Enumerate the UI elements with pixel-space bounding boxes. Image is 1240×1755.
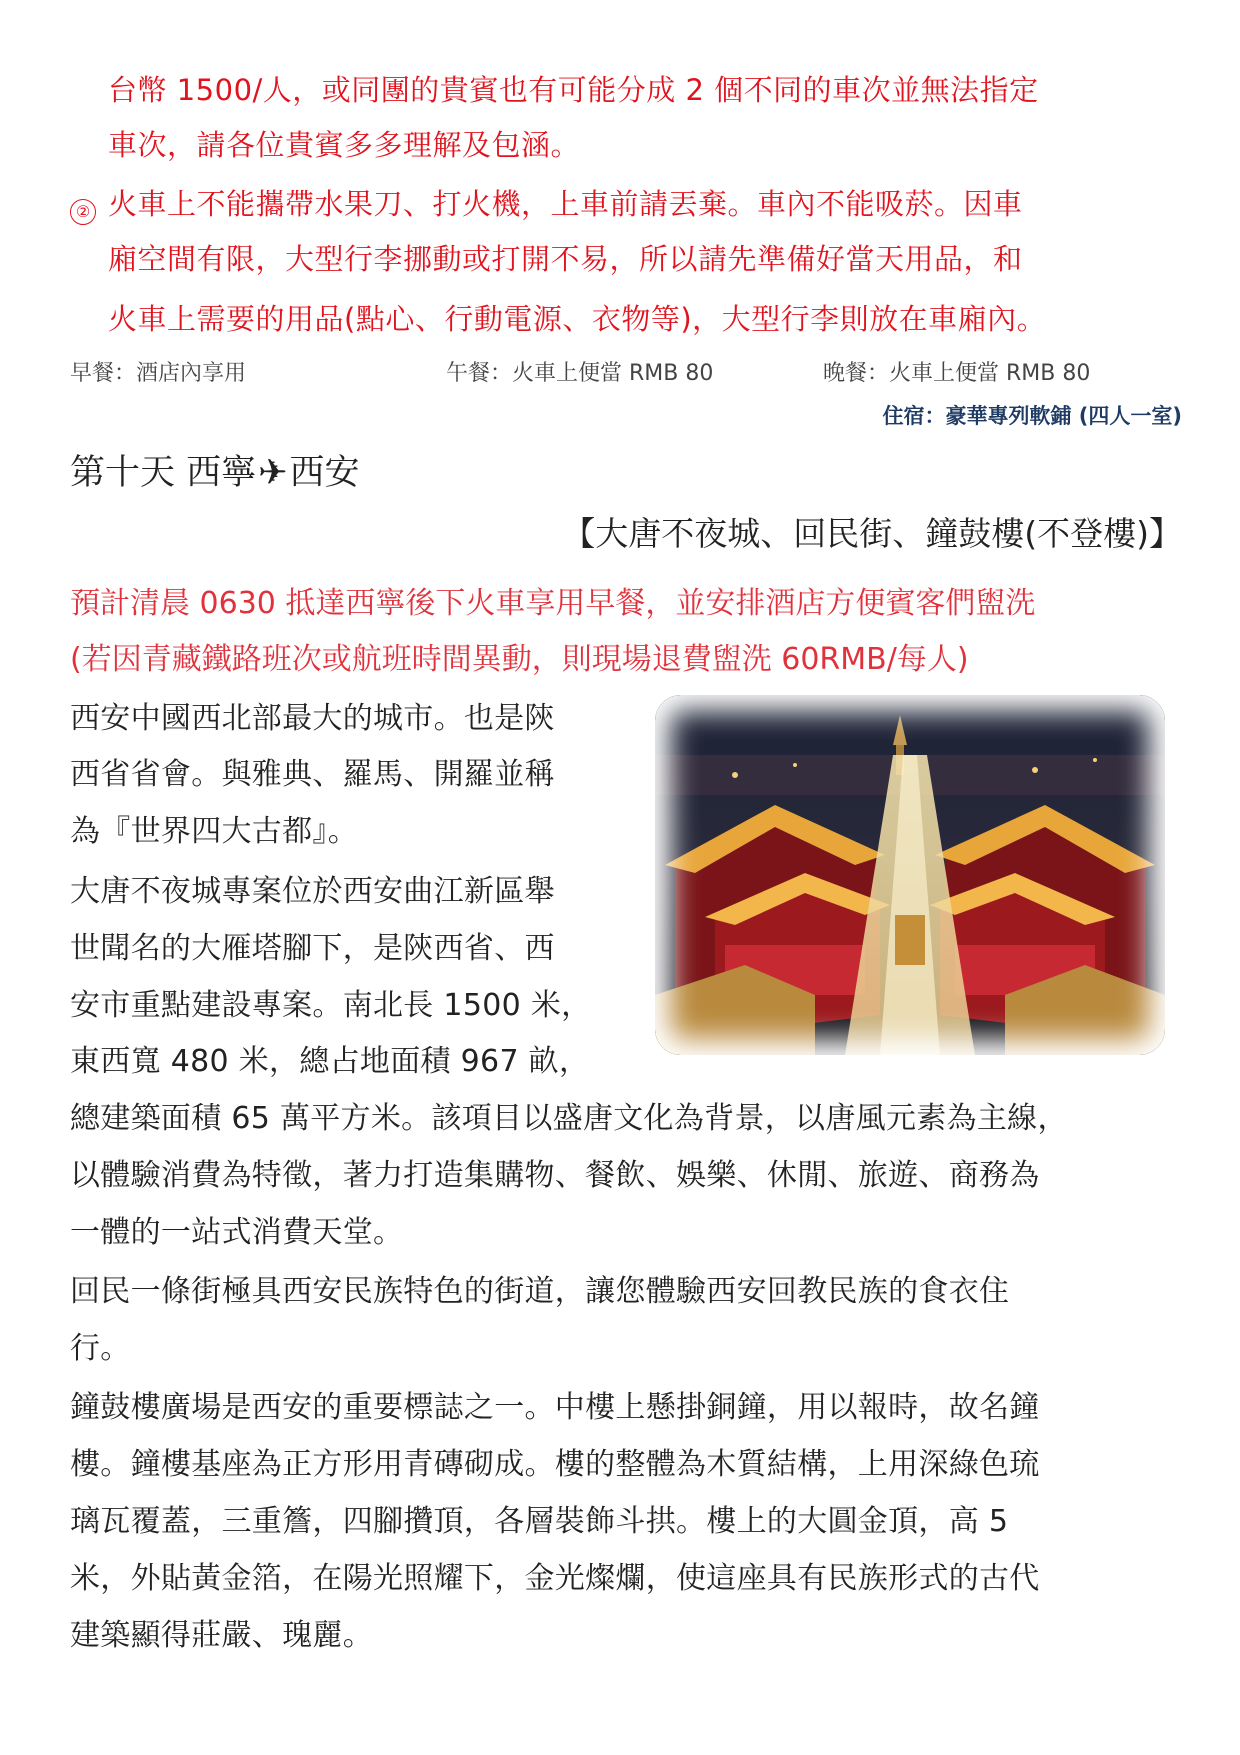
body-p4-line-5: 建築顯得莊嚴、瑰麗。 bbox=[70, 1618, 373, 1653]
body-p1-line-1: 西安中國西北部最大的城市。也是陝 bbox=[70, 701, 555, 736]
notice-item2-line-2: 廂空間有限，大型行李挪動或打開不易，所以請先準備好當天用品，和 bbox=[108, 242, 1023, 276]
body-p2-line-4: 東西寬 480 米，總占地面積 967 畝， bbox=[70, 1044, 590, 1079]
body-p4-line-4: 米，外貼黃金箔，在陽光照耀下，金光燦爛，使這座具有民族形式的古代 bbox=[70, 1561, 1040, 1596]
meal-lunch: 午餐：火車上便當 RMB 80 bbox=[446, 361, 714, 386]
notice-item2-line-1: 火車上不能攜帶水果刀、打火機，上車前請丟棄。車內不能吸菸。因車 bbox=[108, 187, 1023, 221]
body-p2-line-1: 大唐不夜城專案位於西安曲江新區舉 bbox=[70, 874, 555, 909]
accommodation: 住宿：豪華專列軟鋪 (四人一室) bbox=[882, 404, 1182, 428]
item-2-marker: ② bbox=[70, 199, 96, 225]
day-title bbox=[70, 445, 359, 495]
meal-breakfast: 早餐：酒店內享用 bbox=[70, 361, 247, 386]
body-p2-line-5: 總建築面積 65 萬平方米。該項目以盛唐文化為背景，以唐風元素為主線， bbox=[70, 1101, 1068, 1136]
body-p1-line-3: 為『世界四大古都』。 bbox=[70, 814, 358, 849]
notice-line-1: 台幣 1500/人，或同團的貴賓也有可能分成 2 個不同的車次並無法指定 bbox=[108, 73, 1039, 107]
body-p2-line-7: 一體的一站式消費天堂。 bbox=[70, 1215, 404, 1250]
body-p2-line-6: 以體驗消費為特徵，著力打造集購物、餐飲、娛樂、休閒、旅遊、商務為 bbox=[70, 1158, 1040, 1193]
body-p2-line-3: 安市重點建設專案。南北長 1500 米， bbox=[70, 988, 592, 1023]
day-title-suffix: 西安 bbox=[289, 453, 360, 493]
notice-item2-line-3: 火車上需要的用品(點心、行動電源、衣物等)，大型行李則放在車廂內。 bbox=[108, 302, 1047, 336]
body-p3-line-2: 行。 bbox=[70, 1331, 131, 1366]
meal-dinner: 晚餐：火車上便當 RMB 80 bbox=[823, 361, 1091, 386]
body-p4-line-3: 璃瓦覆蓋，三重簷，四腳攢頂，各層裝飾斗拱。樓上的大圓金頂，高 5 bbox=[70, 1504, 1009, 1539]
body-p4-line-1: 鐘鼓樓廣場是西安的重要標誌之一。中樓上懸掛銅鐘，用以報時，故名鐘 bbox=[70, 1390, 1040, 1425]
arrival-line-2: (若因青藏鐵路班次或航班時間異動，則現場退費盥洗 60RMB/每人) bbox=[70, 642, 969, 677]
day-highlights: 【大唐不夜城、回民街、鐘鼓樓(不登樓)】 bbox=[562, 514, 1182, 553]
airplane-icon: ✈ bbox=[258, 453, 288, 493]
body-p4-line-2: 樓。鐘樓基座為正方形用青磚砌成。樓的整體為木質結構，上用深綠色琉 bbox=[70, 1447, 1040, 1482]
body-p2-line-2: 世聞名的大雁塔腳下，是陝西省、西 bbox=[70, 931, 555, 966]
night-city-photo bbox=[655, 695, 1165, 1055]
body-p1-line-2: 西省省會。與雅典、羅馬、開羅並稱 bbox=[70, 757, 555, 792]
photo-vignette bbox=[655, 695, 1165, 1055]
arrival-line-1: 預計清晨 0630 抵達西寧後下火車享用早餐，並安排酒店方便賓客們盥洗 bbox=[70, 586, 1036, 621]
body-p3-line-1: 回民一條街極具西安民族特色的街道，讓您體驗西安回教民族的食衣住 bbox=[70, 1274, 1010, 1309]
notice-line-2: 車次，請各位貴賓多多理解及包涵。 bbox=[108, 128, 581, 162]
day-title-prefix: 第十天 西寧 bbox=[70, 453, 257, 493]
